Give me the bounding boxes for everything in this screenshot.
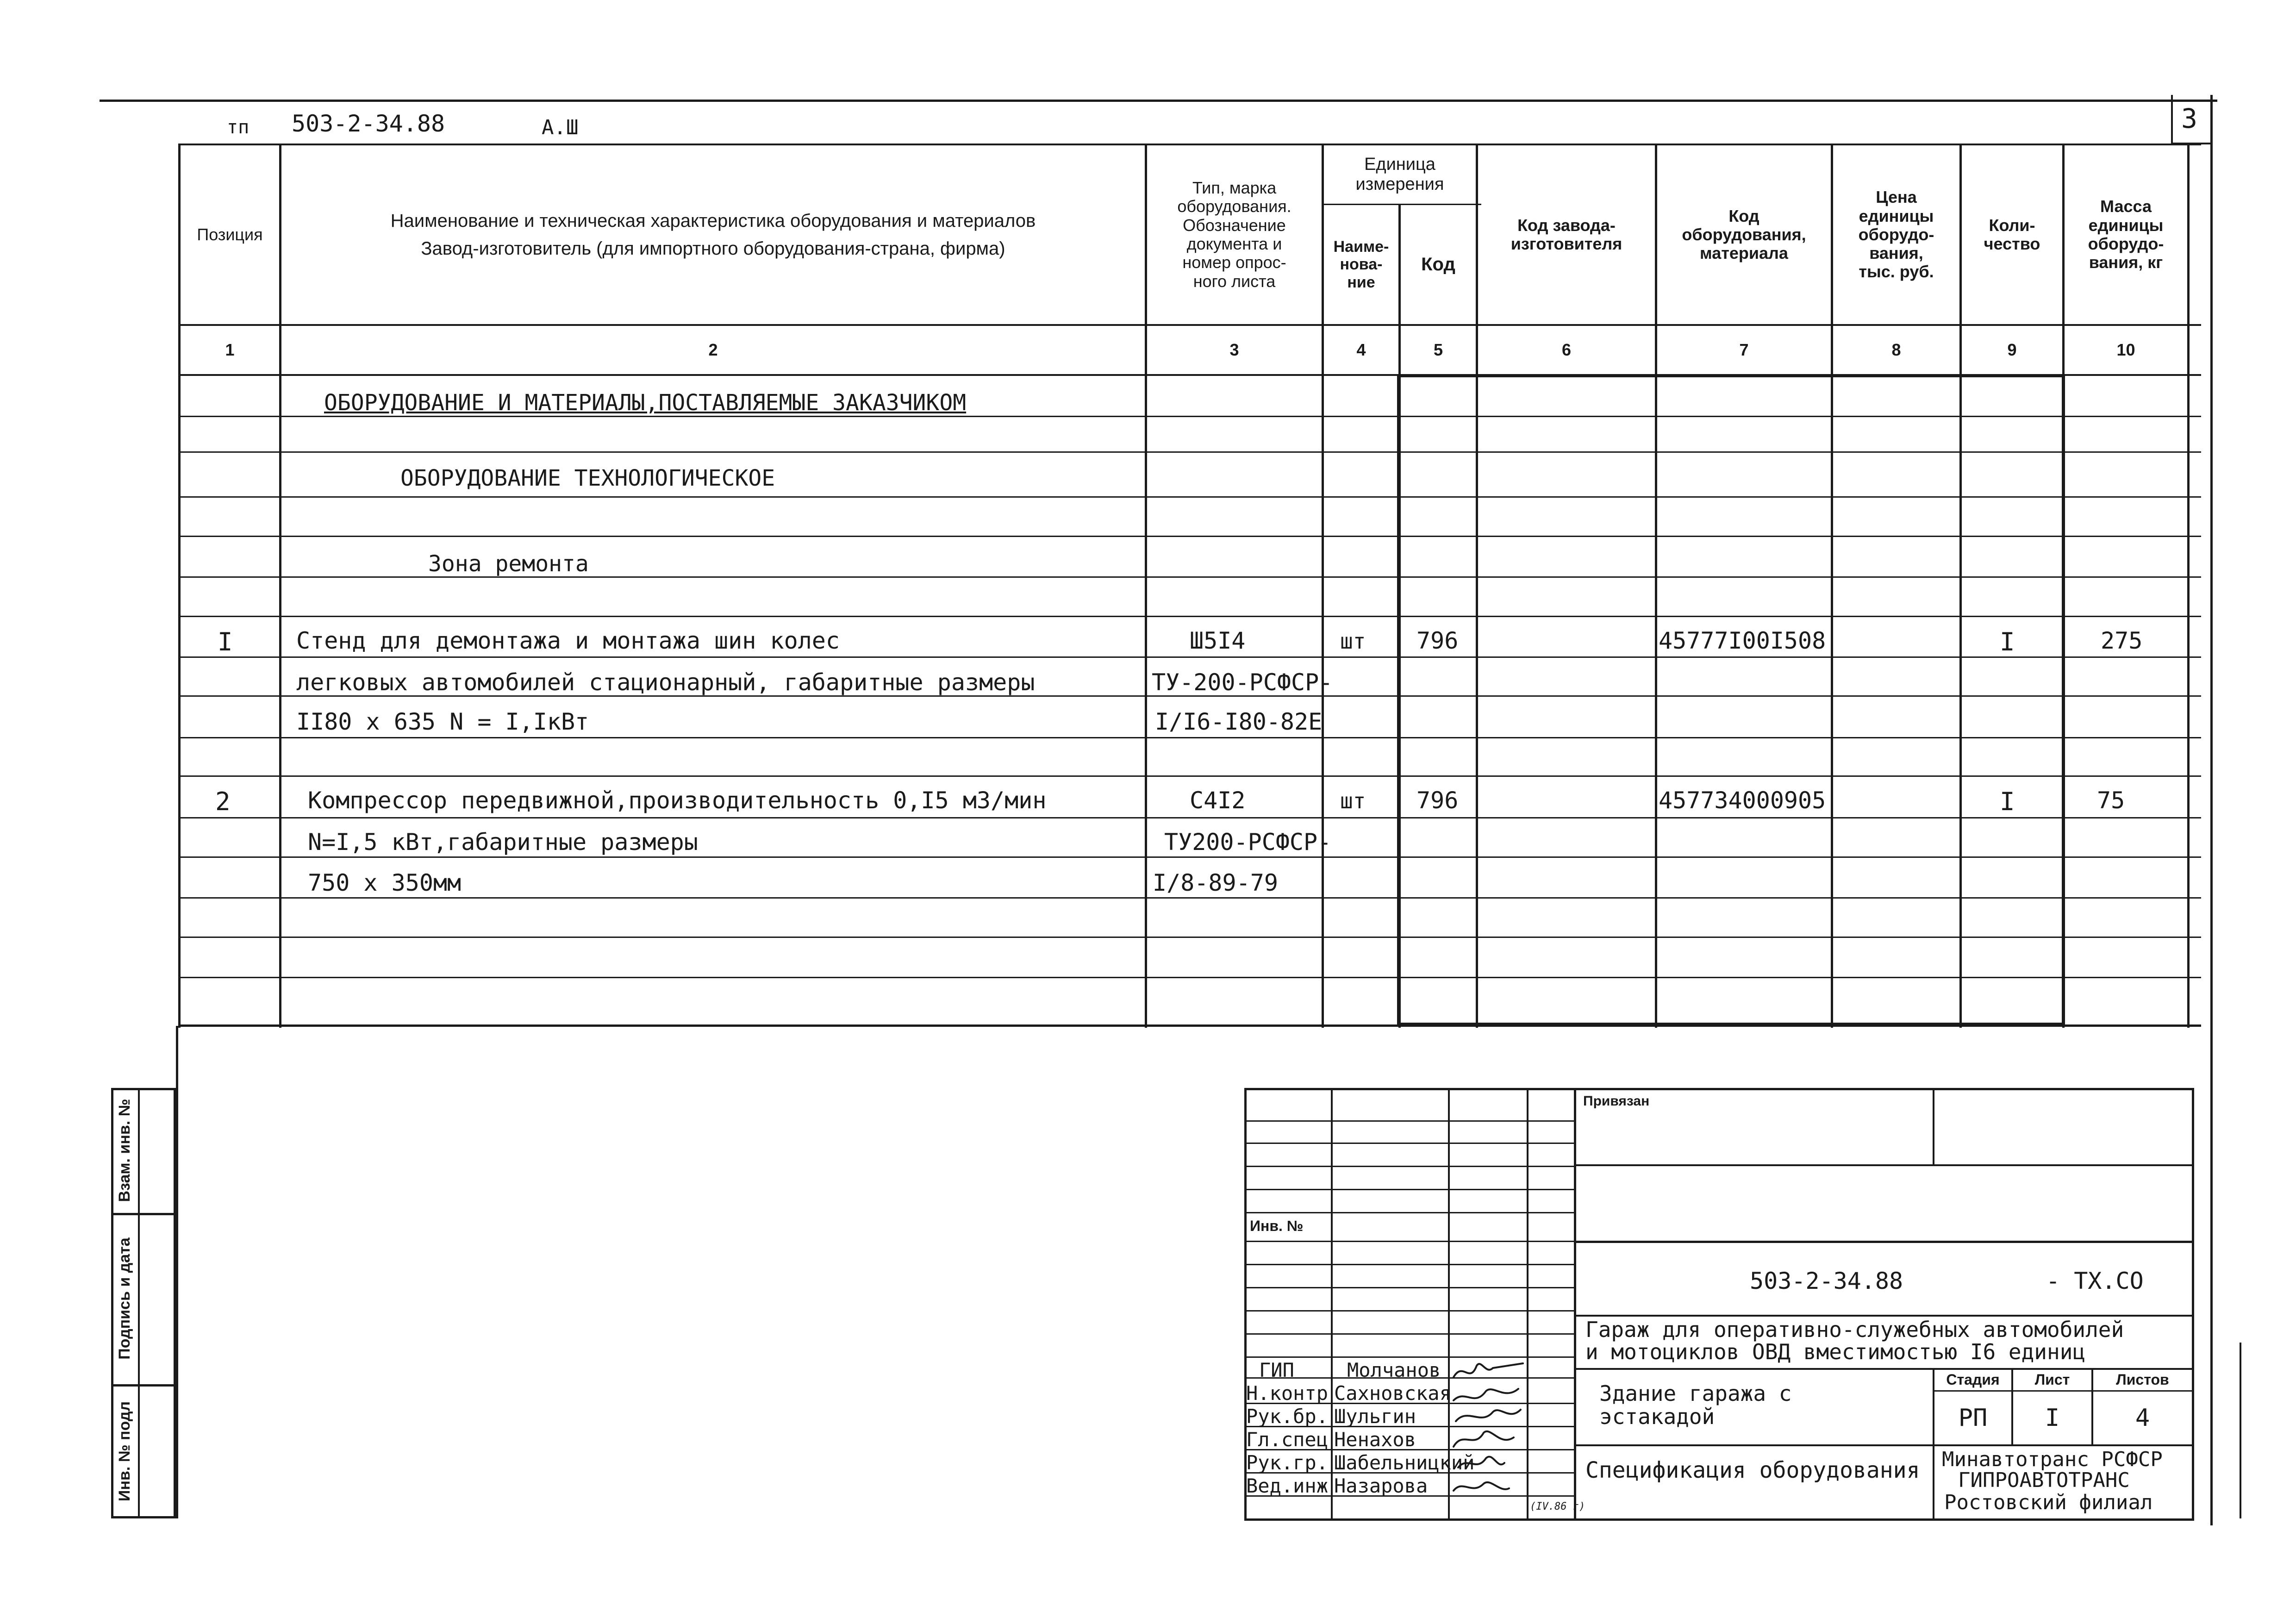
stage-value: РП xyxy=(1958,1404,1988,1432)
section-heading-customer-supplied: ОБОРУДОВАНИЕ И МАТЕРИАЛЫ,ПОСТАВЛЯЕМЫЕ ЗАКАЗЧИКОМ xyxy=(324,390,967,416)
col-header-equip-code: Код оборудования, материала xyxy=(1682,206,1806,263)
doc-prefix: тп xyxy=(227,117,250,138)
signer-name: Шульгин xyxy=(1334,1405,1416,1428)
item-type-line: I/I6-I80-82Е xyxy=(1155,708,1323,735)
signer-role: Н.контр xyxy=(1246,1382,1329,1405)
signer-name: Шабельницкий xyxy=(1334,1451,1475,1474)
item-type-line: Ш5I4 xyxy=(1190,627,1246,654)
signer-name: Ненахов xyxy=(1334,1428,1416,1451)
title-doc-code: 503-2-34.88 xyxy=(1750,1268,1903,1294)
org-line2: ГИПРОАВТОТРАНС xyxy=(1958,1468,2130,1492)
sheets-value: 4 xyxy=(2135,1404,2150,1432)
col-num-3: 3 xyxy=(1229,340,1239,359)
item-name-line: II80 х 635 N = I,IкВт xyxy=(296,708,589,735)
col-num-8: 8 xyxy=(1891,340,1901,359)
col-num-2: 2 xyxy=(708,340,718,359)
item-type-line: ТУ-200-РСФСР- xyxy=(1152,669,1333,696)
item-unit-code: 796 xyxy=(1416,627,1459,654)
item-mass: 275 xyxy=(2101,627,2143,654)
item-name-line: Стенд для демонтажа и монтажа шин колес xyxy=(296,627,840,654)
col-num-7: 7 xyxy=(1739,340,1749,359)
side-stamp-inv-label: Инв. № подл xyxy=(116,1401,133,1502)
sheet-title: Спецификация оборудования xyxy=(1585,1457,1920,1483)
col-num-10: 10 xyxy=(2116,340,2135,359)
section-heading-technological: ОБОРУДОВАНИЕ ТЕХНОЛОГИЧЕСКОЕ xyxy=(400,465,775,491)
col-header-name: Наименование и техническая характеристика оборудования и материалов Завод-изготовитель (для импортного оборудования-страна, фирма) xyxy=(390,211,1036,259)
signer-name: Молчанов xyxy=(1347,1359,1441,1381)
item-name-line: N=I,5 кВт,габаритные размеры xyxy=(308,829,698,856)
stage-label: Стадия xyxy=(1946,1371,2000,1388)
col-num-1: 1 xyxy=(225,340,235,359)
signature-scribbles xyxy=(1449,1356,1578,1500)
inv-no-label: Инв. № xyxy=(1250,1218,1304,1234)
col-header-mass: Масса единицы оборудо- вания, кг xyxy=(2088,197,2164,272)
signer-role: Рук.гр. xyxy=(1246,1451,1329,1474)
item-position: 2 xyxy=(215,787,231,816)
project-name-line1: Гараж для оперативно-служебных автомобилей xyxy=(1585,1317,2124,1342)
signer-role: ГИП xyxy=(1259,1359,1294,1381)
item-equip-code: 457734000905 xyxy=(1659,787,1826,814)
signer-name: Назарова xyxy=(1334,1474,1428,1497)
col-header-unit-group: Единица измерения xyxy=(1355,155,1444,194)
item-name-line: Компрессор передвижной,производительность 0,I5 м3/мин xyxy=(308,787,1047,814)
item-name-line: 750 х 350мм xyxy=(308,869,462,896)
sheet-value: I xyxy=(2045,1404,2060,1432)
col-num-5: 5 xyxy=(1433,340,1443,359)
col-header-type: Тип, марка оборудования. Обозначение документа и номер опрос- ного листа xyxy=(1177,178,1292,291)
org-line1: Минавтотранс РСФСР xyxy=(1942,1448,2163,1471)
org-line3: Ростовский филиал xyxy=(1944,1491,2153,1514)
col-num-6: 6 xyxy=(1561,340,1572,359)
building-name-line1: Здание гаража с xyxy=(1599,1381,1792,1406)
signer-role: Вед.инж xyxy=(1246,1474,1329,1497)
sheets-label: Листов xyxy=(2116,1371,2169,1388)
item-name-line: легковых автомобилей стационарный, габаритные размеры xyxy=(296,669,1035,696)
section-heading-repair-zone: Зона ремонта xyxy=(428,551,589,577)
signer-name: Сахновская xyxy=(1334,1382,1451,1405)
project-name-line2: и мотоциклов ОВД вместимостью I6 единиц xyxy=(1585,1339,2086,1364)
col-num-4: 4 xyxy=(1356,340,1366,359)
privyazan-label: Привязан xyxy=(1583,1093,1650,1109)
item-mass: 75 xyxy=(2097,787,2125,814)
item-qty: I xyxy=(2000,787,2015,816)
sheet-label: Лист xyxy=(2034,1371,2070,1388)
item-qty: I xyxy=(2000,627,2015,656)
doc-code: 503-2-34.88 xyxy=(292,110,445,137)
item-unit-name: шт xyxy=(1340,629,1366,654)
col-num-9: 9 xyxy=(2007,340,2017,359)
col-header-unit-code: Код xyxy=(1421,254,1455,275)
col-header-position: Позиция xyxy=(197,225,263,244)
item-unit-name: шт xyxy=(1340,788,1366,813)
item-position: I xyxy=(218,627,233,656)
signer-role: Рук.бр. xyxy=(1246,1405,1329,1428)
side-stamp-signature-label: Подпись и дата xyxy=(116,1237,133,1360)
item-type-line: С4I2 xyxy=(1190,787,1246,814)
item-type-line: ТУ200-РСФСР- xyxy=(1164,829,1332,856)
side-stamp-replace-label: Взам. инв. № xyxy=(116,1099,133,1202)
col-header-plant-code: Код завода- изготовителя xyxy=(1510,215,1622,253)
item-equip-code: 45777I00I508 xyxy=(1659,627,1826,654)
title-doc-mark: - ТХ.СО xyxy=(2046,1268,2144,1294)
signer-role: Гл.спец xyxy=(1246,1428,1329,1451)
col-header-unit-name: Наиме- нова- ние xyxy=(1333,238,1389,291)
date-note: (IV.86 г) xyxy=(1530,1501,1585,1512)
album: А.Ш xyxy=(542,116,579,139)
item-type-line: I/8-89-79 xyxy=(1153,869,1278,896)
col-header-qty: Коли- чество xyxy=(1984,215,2040,253)
item-unit-code: 796 xyxy=(1416,787,1459,814)
building-name-line2: эстакадой xyxy=(1599,1404,1715,1429)
col-header-price: Цена единицы оборудо- вания, тыс. руб. xyxy=(1858,187,1934,281)
page-number: 3 xyxy=(2181,103,2197,134)
